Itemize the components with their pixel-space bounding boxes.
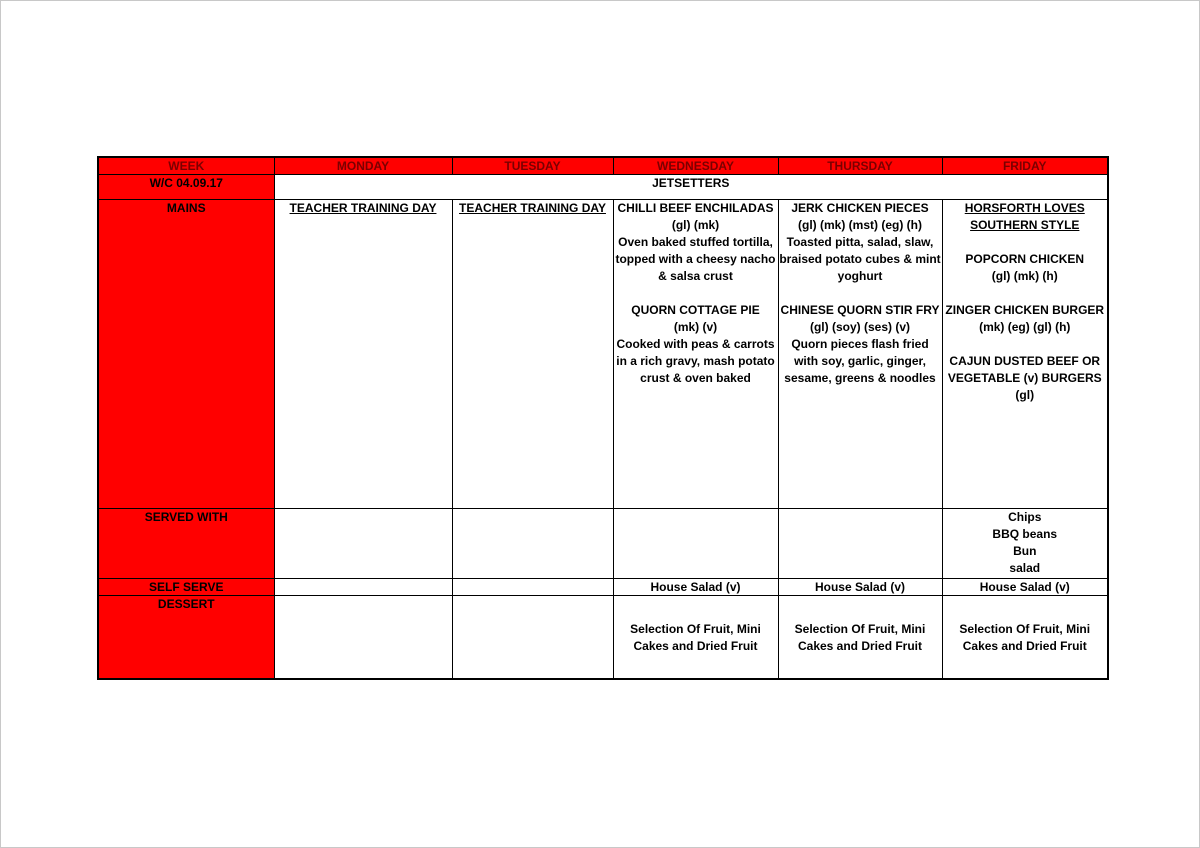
served-with-row xyxy=(98,509,1108,579)
served-with-item: salad xyxy=(1009,561,1041,575)
friday-main1-name: POPCORN CHICKEN xyxy=(965,252,1085,266)
thursday-mains xyxy=(778,200,942,509)
tuesday-self-serve xyxy=(452,579,613,596)
thursday-main1-description: Toasted pitta, salad, slaw, braised potato cubes & mint yoghurt xyxy=(779,235,941,283)
wednesday-main1-allergens: (gl) (mk) xyxy=(671,218,720,232)
tuesday-mains-text: TEACHER TRAINING DAY xyxy=(459,201,606,215)
monday-dessert xyxy=(274,596,452,680)
friday-mains xyxy=(942,200,1108,509)
friday-theme: HORSFORTH LOVES SOUTHERN STYLE xyxy=(964,201,1085,232)
self-serve-row xyxy=(98,579,1108,596)
wednesday-self-serve: House Salad (v) xyxy=(613,579,778,596)
served-with-item: Chips xyxy=(1008,510,1042,524)
monday-mains xyxy=(274,200,452,509)
thursday-main1-allergens: (gl) (mk) (mst) (eg) (h) xyxy=(798,218,922,232)
wednesday-dessert-text: Selection Of Fruit, Mini Cakes and Dried Fruit xyxy=(630,622,761,653)
day-header-friday: FRIDAY xyxy=(942,157,1108,175)
wednesday-main1-description: Oven baked stuffed tortilla, topped with a cheesy nacho & salsa crust xyxy=(615,235,776,283)
monday-served-with xyxy=(274,509,452,579)
thursday-self-serve: House Salad (v) xyxy=(778,579,942,596)
monday-mains-text: TEACHER TRAINING DAY xyxy=(289,201,437,215)
tuesday-served-with xyxy=(452,509,613,579)
dessert-row xyxy=(98,596,1108,680)
menu-title: JETSETTERS xyxy=(274,175,1108,200)
day-header-monday: MONDAY xyxy=(274,157,452,175)
week-header: WEEK xyxy=(98,157,274,175)
friday-dessert-text: Selection Of Fruit, Mini Cakes and Dried Fruit xyxy=(959,622,1091,653)
thursday-dessert xyxy=(778,596,942,680)
friday-main1-allergens: (gl) (mk) (h) xyxy=(991,269,1058,283)
row-label-mains: MAINS xyxy=(98,200,274,509)
wednesday-mains xyxy=(613,200,778,509)
friday-dessert xyxy=(942,596,1108,680)
friday-served-with xyxy=(942,509,1108,579)
day-header-wednesday: WEDNESDAY xyxy=(613,157,778,175)
day-header-thursday: THURSDAY xyxy=(778,157,942,175)
row-label-self-serve: SELF SERVE xyxy=(98,579,274,596)
thursday-main1-name: JERK CHICKEN PIECES xyxy=(791,201,929,215)
friday-self-serve: House Salad (v) xyxy=(942,579,1108,596)
week-commencing: W/C 04.09.17 xyxy=(98,175,274,200)
title-row xyxy=(98,175,1108,200)
mains-row xyxy=(98,200,1108,509)
friday-main3-allergens: (gl) xyxy=(1015,388,1035,402)
wednesday-main1-name: CHILLI BEEF ENCHILADAS xyxy=(617,201,774,215)
header-row xyxy=(98,157,1108,175)
friday-main3-name: CAJUN DUSTED BEEF OR VEGETABLE (v) BURGERS xyxy=(947,354,1102,385)
thursday-main2-name: CHINESE QUORN STIR FRY xyxy=(780,303,940,317)
day-header-tuesday: TUESDAY xyxy=(452,157,613,175)
served-with-item: BBQ beans xyxy=(992,527,1058,541)
row-label-served-with: SERVED WITH xyxy=(98,509,274,579)
served-with-item: Bun xyxy=(1013,544,1037,558)
row-label-dessert: DESSERT xyxy=(98,596,274,680)
thursday-main2-allergens: (gl) (soy) (ses) (v) xyxy=(809,320,910,334)
tuesday-dessert xyxy=(452,596,613,680)
friday-main2-allergens: (mk) (eg) (gl) (h) xyxy=(979,320,1071,334)
wednesday-main2-description: Cooked with peas & carrots in a rich gravy, mash potato crust & oven baked xyxy=(616,337,775,385)
thursday-served-with xyxy=(778,509,942,579)
wednesday-main2-allergens: (mk) (v) xyxy=(673,320,718,334)
thursday-dessert-text: Selection Of Fruit, Mini Cakes and Dried Fruit xyxy=(794,622,926,653)
wednesday-dessert xyxy=(613,596,778,680)
monday-self-serve xyxy=(274,579,452,596)
thursday-main2-description: Quorn pieces flash fried with soy, garlic, ginger, sesame, greens & noodles xyxy=(784,337,936,385)
wednesday-served-with xyxy=(613,509,778,579)
tuesday-mains xyxy=(452,200,613,509)
wednesday-main2-name: QUORN COTTAGE PIE xyxy=(631,303,760,317)
school-lunch-menu-table xyxy=(97,156,1109,680)
friday-main2-name: ZINGER CHICKEN BURGER xyxy=(945,303,1105,317)
